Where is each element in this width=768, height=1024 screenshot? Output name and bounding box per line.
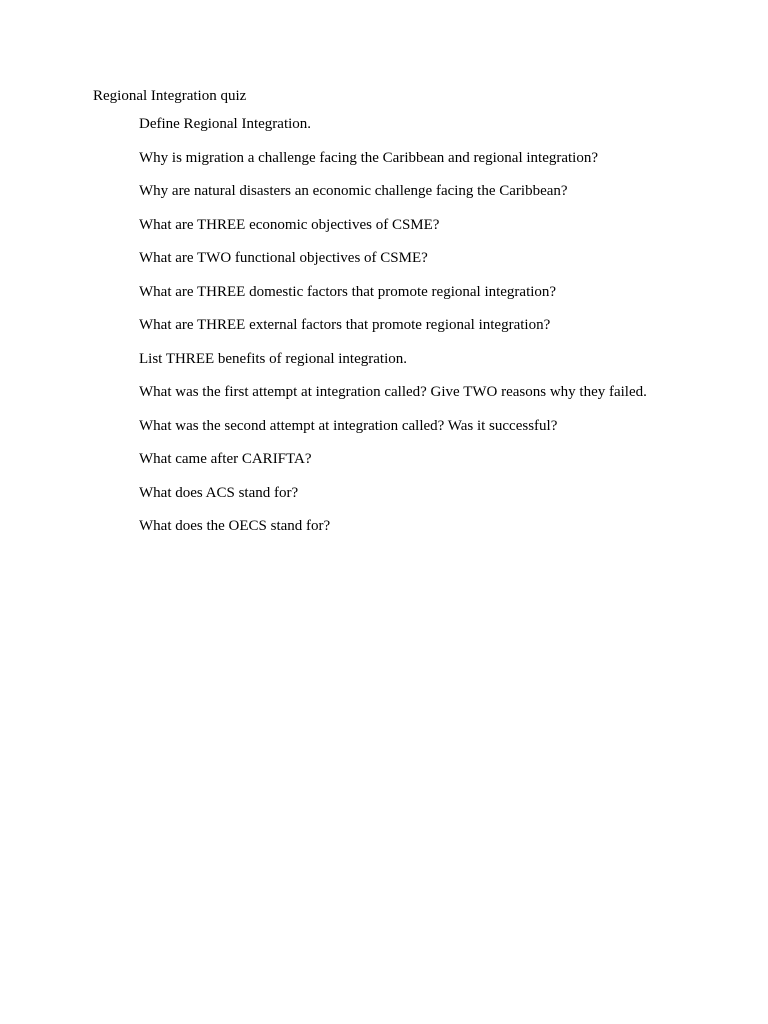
question-text: What are THREE domestic factors that promote regional integration? (139, 283, 557, 300)
question-text: What does the OECS stand for? (139, 518, 331, 534)
question-text: What are THREE economic objectives of CSME? (139, 216, 440, 233)
question-text: What are THREE external factors that promote regional integration? (139, 317, 551, 333)
question-text: What are TWO functional objectives of CSME? (139, 250, 428, 266)
question-text: Why are natural disasters an economic challenge facing the Caribbean? (139, 183, 568, 199)
question-text: What came after CARIFTA? (139, 451, 312, 467)
question-text: Why is migration a challenge facing the Caribbean and regional integration? (139, 149, 598, 166)
question-text: List THREE benefits of regional integration. (139, 350, 407, 367)
question-text: What was the second attempt at integration called? Was it successful? (139, 417, 558, 434)
question-text: What does ACS stand for? (139, 484, 299, 501)
document-title: Regional Integration quiz (93, 88, 247, 104)
question-text: Define Regional Integration. (139, 116, 312, 132)
question-text: What was the first attempt at integration called? Give TWO reasons why they failed. (139, 384, 647, 400)
